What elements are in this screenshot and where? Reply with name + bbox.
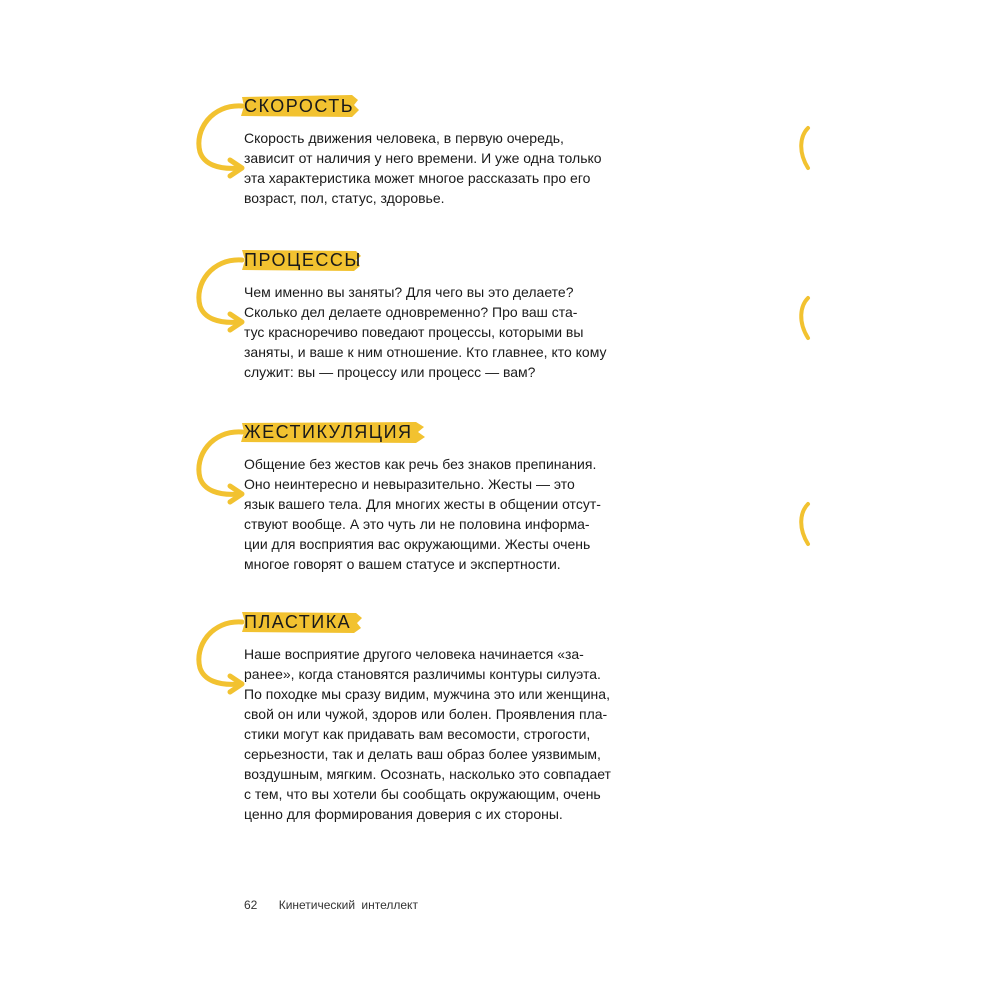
curved-arrow-icon xyxy=(190,100,246,180)
section-gestures xyxy=(190,416,650,574)
edge-arrow-fragment-icon xyxy=(796,126,810,170)
section-heading: СКОРОСТЬ xyxy=(244,96,355,116)
edge-arrow-fragment-icon xyxy=(796,502,810,546)
curved-arrow-icon xyxy=(190,616,246,696)
section-processes xyxy=(190,244,650,382)
heading-wrap xyxy=(190,606,650,638)
heading-wrap xyxy=(190,244,650,276)
section-body: Скорость движения человека, в первую очередь, зависит от наличия у него времени. И уже одна только эта характеристика может многое рассказать про его возраст, пол, статус, здоровье. xyxy=(244,130,602,206)
section-heading: ЖЕСТИКУЛЯЦИЯ xyxy=(244,422,413,442)
heading-wrap xyxy=(190,90,650,122)
page-number: 62 xyxy=(244,898,258,912)
section-heading: ПЛАСТИКА xyxy=(244,612,352,632)
section-body: Чем именно вы заняты? Для чего вы это делаете? Сколько дел делаете одновременно? Про ваш ста- тус красноречиво поведают процессы, которыми вы заняты, и ваше к ним отношение. Кто главнее, кто кому служит: вы — процессу или процесс — вам? xyxy=(244,284,607,380)
section-plasticity xyxy=(190,606,650,824)
section-speed xyxy=(190,90,650,208)
book-title: Кинетический интеллект xyxy=(278,898,418,912)
edge-arrow-fragment-icon xyxy=(796,296,810,340)
section-body: Общение без жестов как речь без знаков препинания. Оно неинтересно и невыразительно. Жесты — это язык вашего тела. Для многих жесты в общении отсут- ствуют вообще. А это чуть ли не половина информа- ции для восприятия вас окружающими. Жесты очень многое говорят о вашем статусе и экспертности. xyxy=(244,456,601,572)
section-body: Наше восприятие другого человека начинается «за- ранее», когда становятся различимы контуры силуэта. По походке мы сразу видим, мужчина это или женщина, свой он или чужой, здоров или болен. Проявления пла- стики могут как придавать вам весомости, строгости, серьезности, так и делать ваш образ более уязвимым, воздушным, мягким. Осознать, насколько это совпадает с тем, что вы хотели бы сообщать окружающим, очень ценно для формирования доверия с их стороны. xyxy=(244,646,611,822)
page-footer xyxy=(244,898,418,912)
heading-wrap xyxy=(190,416,650,448)
curved-arrow-icon xyxy=(190,254,246,334)
curved-arrow-icon xyxy=(190,426,246,506)
section-heading: ПРОЦЕССЫ xyxy=(244,250,362,270)
